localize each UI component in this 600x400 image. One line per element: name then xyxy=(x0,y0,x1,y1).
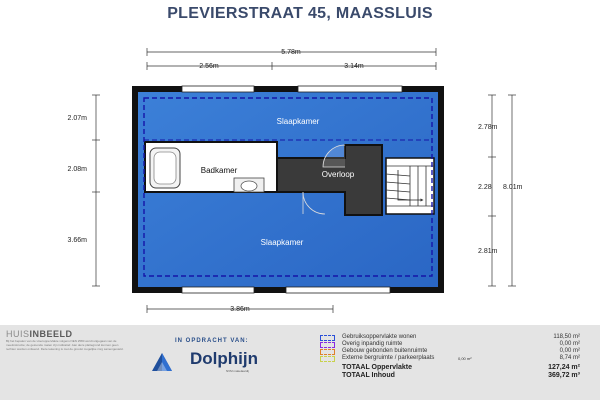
brand-part1: HUIS xyxy=(6,329,30,339)
legend-value: 118,50 m² xyxy=(553,334,580,340)
brand-part2: INBEELD xyxy=(29,329,73,339)
total-row xyxy=(318,364,594,372)
disclaimer-text: Bij het bepalen van de vloeroppervlakte volgens NEN 2580 wordt uitgegaan van de meetinstructie; de getoonde maten zijn indicatief. Aan deze plattegrond kunnen geen rechten worden ontleend. Deze tekening is met de grootst mogelijke zorg samengesteld. xyxy=(6,339,124,351)
legend-swatch-icon xyxy=(320,356,335,362)
bathtub-inner xyxy=(154,152,176,184)
floor-plan xyxy=(0,30,600,325)
footer xyxy=(0,325,600,400)
legend-value: 0,00 m² xyxy=(559,348,580,354)
label-slaapkamer-top: Slaapkamer xyxy=(276,117,320,126)
dim-right-2: 2.28 xyxy=(478,184,492,191)
dim-top-total: 5.78m xyxy=(281,49,301,56)
legend-parking-value: 0,00 m² xyxy=(458,356,472,361)
legend-label: Gebouw gebonden buitenruimte xyxy=(342,348,428,354)
dim-right-total: 8.01m xyxy=(503,184,523,191)
label-badkamer: Badkamer xyxy=(200,166,238,175)
legend-label: Externe bergruimte / parkeerplaats xyxy=(342,355,435,361)
total-value: 127,24 m² xyxy=(548,364,580,371)
total-label: TOTAAL Oppervlakte xyxy=(342,364,413,371)
dim-left-3: 3.66m xyxy=(67,237,87,244)
legend-row xyxy=(318,348,594,355)
label-slaapkamer-bottom: Slaapkamer xyxy=(260,238,304,247)
header xyxy=(0,0,600,30)
legend-row xyxy=(318,341,594,348)
dolphijn-logo-icon xyxy=(150,351,174,373)
huisinbeeld-logo xyxy=(6,329,128,339)
left-dimension-lines xyxy=(92,95,100,286)
dim-left-2: 2.08m xyxy=(67,166,87,173)
dim-top-right: 3.14m xyxy=(344,63,364,70)
dim-right-3: 2.81m xyxy=(478,248,498,255)
legend-value: 0,00 m² xyxy=(559,341,580,347)
legend-value: 8,74 m² xyxy=(559,355,580,361)
basin-bowl xyxy=(241,181,257,191)
dim-top-left: 2.56m xyxy=(199,63,219,70)
dim-left-1: 2.07m xyxy=(67,115,87,122)
commission-label: IN OPDRACHT VAN: xyxy=(175,338,249,344)
floor-plan-drawing xyxy=(0,30,600,325)
agent-subtitle: NVM makelaardij xyxy=(226,369,249,373)
page-title: PLEVIERSTRAAT 45, MAASSLUIS xyxy=(167,5,433,22)
total-label: TOTAAL Inhoud xyxy=(342,372,395,379)
window-top-right xyxy=(298,86,402,92)
legend-label: Overig inpandig ruimte xyxy=(342,341,403,347)
window-bottom-left xyxy=(182,287,254,293)
window-bottom-right xyxy=(286,287,390,293)
dim-right-1: 2.78m xyxy=(478,124,498,131)
legend xyxy=(318,334,594,380)
window-top-left xyxy=(182,86,254,92)
legend-row xyxy=(318,334,594,341)
dim-bottom: 3.86m xyxy=(230,306,250,313)
legend-row xyxy=(318,355,594,362)
label-overloop: Overloop xyxy=(321,170,355,179)
total-row xyxy=(318,372,594,380)
total-value: 369,72 m³ xyxy=(548,372,580,379)
legend-label: Gebruiksoppervlakte wonen xyxy=(342,334,417,340)
agent-name: Dolphijn xyxy=(190,349,258,368)
